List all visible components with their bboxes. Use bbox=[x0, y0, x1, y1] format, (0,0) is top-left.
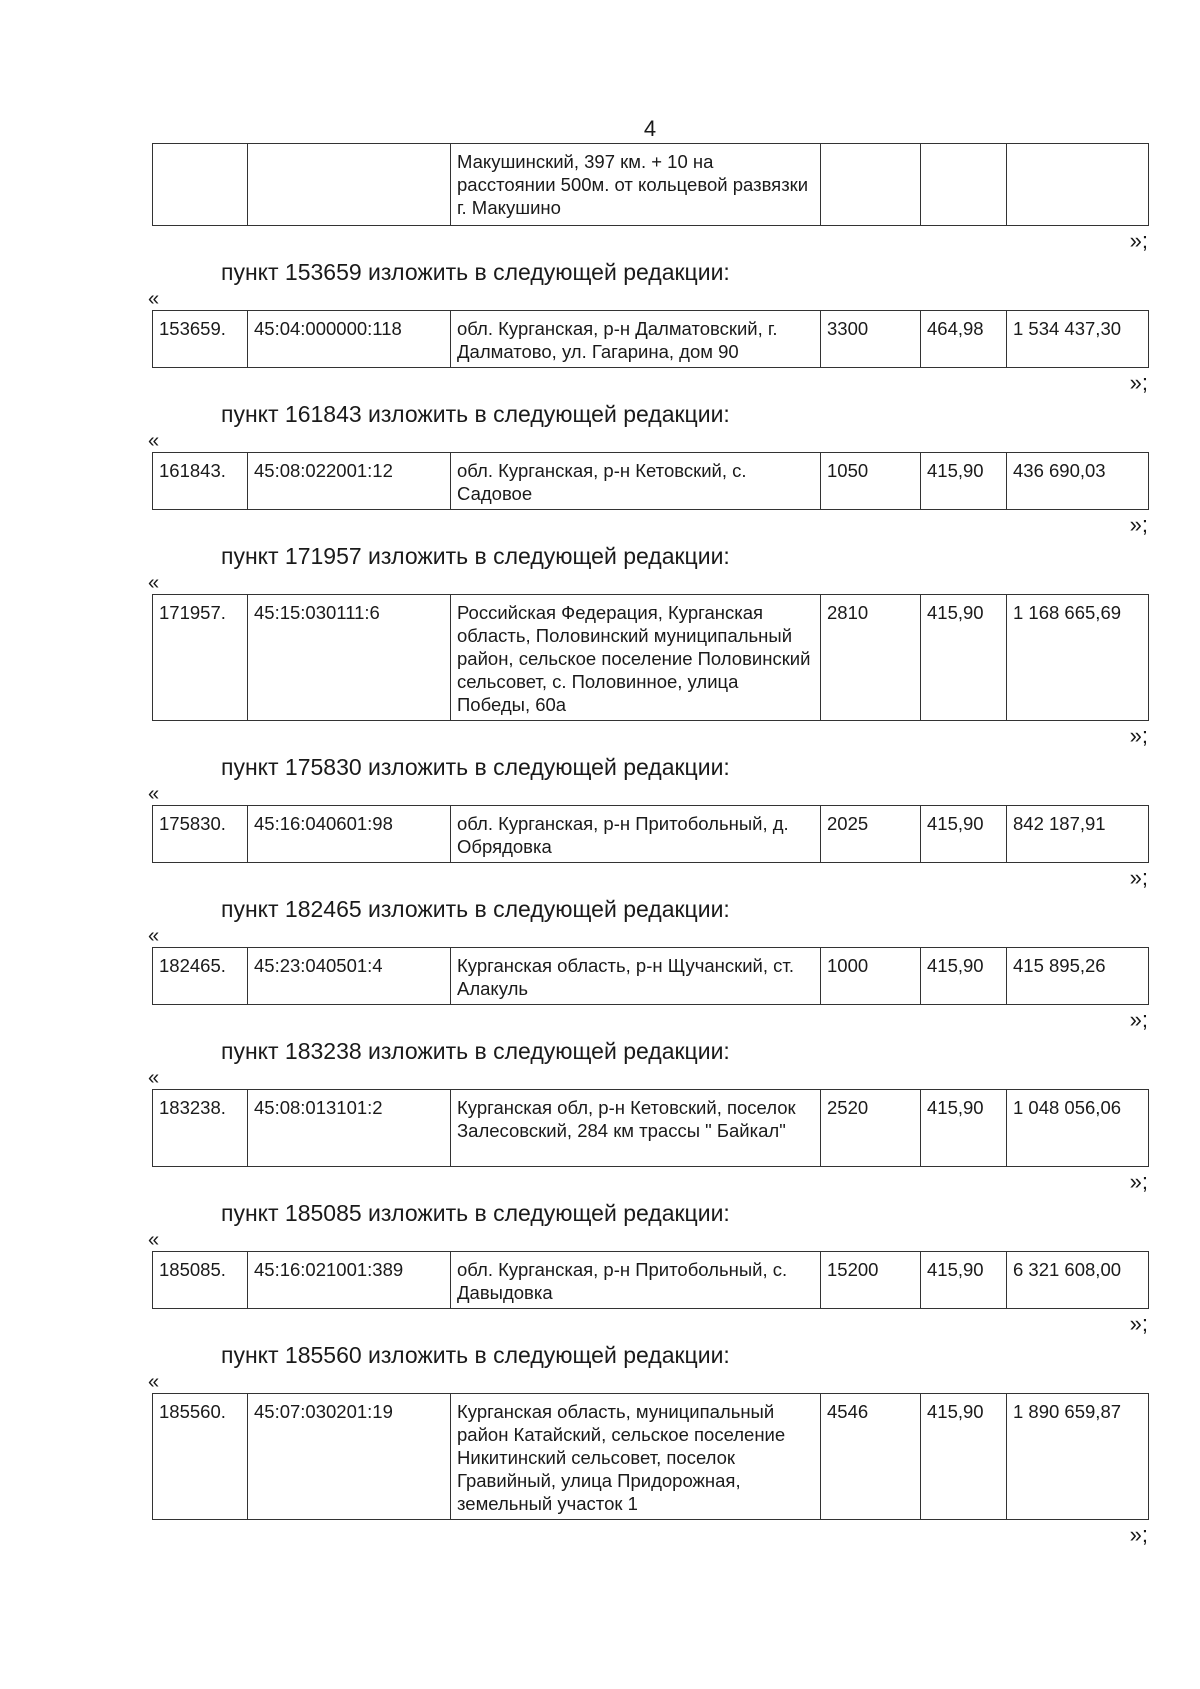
cell-area: 3300 bbox=[821, 311, 921, 368]
amendment-section bbox=[0, 1197, 1200, 1339]
cell-value bbox=[1007, 144, 1149, 226]
land-plot-table bbox=[152, 1393, 1149, 1520]
section-heading: пункт 183238 изложить в следующей редакции: bbox=[221, 1038, 730, 1064]
cell-value: 1 890 659,87 bbox=[1007, 1394, 1149, 1520]
cell-cadastral-number: 45:07:030201:19 bbox=[248, 1394, 451, 1520]
land-plot-table bbox=[152, 947, 1149, 1005]
table-row bbox=[153, 1394, 1149, 1520]
cell-cadastral-number: 45:08:013101:2 bbox=[248, 1090, 451, 1167]
opening-quote: « bbox=[148, 288, 160, 310]
table-row bbox=[153, 1090, 1149, 1167]
cell-area: 2025 bbox=[821, 806, 921, 863]
cell-number: 175830. bbox=[153, 806, 248, 863]
closing-quote: »; bbox=[1129, 228, 1148, 253]
closing-quote: »; bbox=[1129, 370, 1148, 395]
closing-quote: »; bbox=[1129, 1522, 1148, 1547]
cell-number: 171957. bbox=[153, 595, 248, 721]
cell-cadastral-number: 45:04:000000:118 bbox=[248, 311, 451, 368]
land-plot-table bbox=[152, 1089, 1149, 1167]
amendment-section bbox=[0, 398, 1200, 540]
cell-cadastral-number bbox=[248, 144, 451, 226]
section-heading: пункт 182465 изложить в следующей редакции: bbox=[221, 896, 730, 922]
table-row bbox=[153, 595, 1149, 721]
land-plot-table bbox=[152, 805, 1149, 863]
section-heading: пункт 161843 изложить в следующей редакции: bbox=[221, 401, 730, 427]
cell-rate: 415,90 bbox=[921, 453, 1007, 510]
cell-number: 153659. bbox=[153, 311, 248, 368]
land-plot-table bbox=[152, 452, 1149, 510]
closing-quote: »; bbox=[1129, 865, 1148, 890]
cell-value: 436 690,03 bbox=[1007, 453, 1149, 510]
cell-cadastral-number: 45:15:030111:6 bbox=[248, 595, 451, 721]
cell-rate: 415,90 bbox=[921, 1394, 1007, 1520]
cell-rate: 464,98 bbox=[921, 311, 1007, 368]
cell-area: 15200 bbox=[821, 1252, 921, 1309]
closing-quote: »; bbox=[1129, 1007, 1148, 1032]
cell-cadastral-number: 45:16:040601:98 bbox=[248, 806, 451, 863]
table-row bbox=[153, 311, 1149, 368]
cell-number: 182465. bbox=[153, 948, 248, 1005]
cell-cadastral-number: 45:23:040501:4 bbox=[248, 948, 451, 1005]
opening-quote: « bbox=[148, 1229, 160, 1251]
table-row bbox=[153, 806, 1149, 863]
cell-value: 6 321 608,00 bbox=[1007, 1252, 1149, 1309]
opening-quote: « bbox=[148, 572, 160, 594]
cell-value: 1 168 665,69 bbox=[1007, 595, 1149, 721]
cell-number: 185560. bbox=[153, 1394, 248, 1520]
continued-table bbox=[152, 143, 1149, 226]
cell-address: Курганская область, р-н Щучанский, ст. Алакуль bbox=[451, 948, 821, 1005]
cell-area: 4546 bbox=[821, 1394, 921, 1520]
cell-address: обл. Курганская, р-н Далматовский, г. Далматово, ул. Гагарина, дом 90 bbox=[451, 311, 821, 368]
table-row bbox=[153, 1252, 1149, 1309]
cell-number: 183238. bbox=[153, 1090, 248, 1167]
page-number: 4 bbox=[643, 116, 657, 141]
amendment-section bbox=[0, 751, 1200, 893]
amendment-sections bbox=[0, 226, 1200, 1550]
cell-area: 2520 bbox=[821, 1090, 921, 1167]
opening-quote: « bbox=[148, 783, 160, 805]
closing-quote: »; bbox=[1129, 1169, 1148, 1194]
section-heading: пункт 185085 изложить в следующей редакции: bbox=[221, 1200, 730, 1226]
closing-quote: »; bbox=[1129, 1311, 1148, 1336]
cell-value: 1 534 437,30 bbox=[1007, 311, 1149, 368]
cell-number: 185085. bbox=[153, 1252, 248, 1309]
section-heading: пункт 175830 изложить в следующей редакции: bbox=[221, 754, 730, 780]
amendment-section bbox=[0, 540, 1200, 751]
land-plot-table bbox=[152, 594, 1149, 721]
cell-number bbox=[153, 144, 248, 226]
cell-value: 1 048 056,06 bbox=[1007, 1090, 1149, 1167]
cell-area: 1050 bbox=[821, 453, 921, 510]
cell-rate bbox=[921, 144, 1007, 226]
amendment-section bbox=[0, 256, 1200, 398]
table-row bbox=[153, 453, 1149, 510]
cell-value: 415 895,26 bbox=[1007, 948, 1149, 1005]
cell-address: Курганская область, муниципальный район Катайский, сельское поселение Никитинский сельсовет, поселок Гравийный, улица Придорожная, земельный участок 1 bbox=[451, 1394, 821, 1520]
amendment-section bbox=[0, 893, 1200, 1035]
closing-quote: »; bbox=[1129, 723, 1148, 748]
cell-rate: 415,90 bbox=[921, 595, 1007, 721]
cell-value: 842 187,91 bbox=[1007, 806, 1149, 863]
land-plot-table bbox=[152, 310, 1149, 368]
amendment-section bbox=[0, 1035, 1200, 1197]
cell-number: 161843. bbox=[153, 453, 248, 510]
amendment-section bbox=[0, 1339, 1200, 1550]
cell-address: обл. Курганская, р-н Кетовский, с. Садовое bbox=[451, 453, 821, 510]
opening-quote: « bbox=[148, 1067, 160, 1089]
cell-cadastral-number: 45:08:022001:12 bbox=[248, 453, 451, 510]
cell-address: обл. Курганская, р-н Притобольный, с. Давыдовка bbox=[451, 1252, 821, 1309]
cell-rate: 415,90 bbox=[921, 1090, 1007, 1167]
cell-rate: 415,90 bbox=[921, 948, 1007, 1005]
cell-area: 1000 bbox=[821, 948, 921, 1005]
cell-address: обл. Курганская, р-н Притобольный, д. Обрядовка bbox=[451, 806, 821, 863]
table-row bbox=[153, 144, 1149, 226]
cell-address: Курганская обл, р-н Кетовский, поселок Залесовский, 284 км трассы " Байкал" bbox=[451, 1090, 821, 1167]
section-heading: пункт 185560 изложить в следующей редакции: bbox=[221, 1342, 730, 1368]
cell-address: Макушинский, 397 км. + 10 на расстоянии 500м. от кольцевой развязки г. Макушино bbox=[451, 144, 821, 226]
cell-cadastral-number: 45:16:021001:389 bbox=[248, 1252, 451, 1309]
cell-rate: 415,90 bbox=[921, 1252, 1007, 1309]
opening-quote: « bbox=[148, 1371, 160, 1393]
section-heading: пункт 171957 изложить в следующей редакции: bbox=[221, 543, 730, 569]
opening-quote: « bbox=[148, 925, 160, 947]
table-row bbox=[153, 948, 1149, 1005]
closing-quote: »; bbox=[1129, 512, 1148, 537]
section-heading: пункт 153659 изложить в следующей редакции: bbox=[221, 259, 730, 285]
cell-area: 2810 bbox=[821, 595, 921, 721]
cell-address: Российская Федерация, Курганская область, Половинский муниципальный район, сельское поселение Половинский сельсовет, с. Половинное, улица Победы, 60а bbox=[451, 595, 821, 721]
cell-rate: 415,90 bbox=[921, 806, 1007, 863]
land-plot-table bbox=[152, 1251, 1149, 1309]
cell-area bbox=[821, 144, 921, 226]
opening-quote: « bbox=[148, 430, 160, 452]
continued-table-grid bbox=[152, 143, 1149, 226]
